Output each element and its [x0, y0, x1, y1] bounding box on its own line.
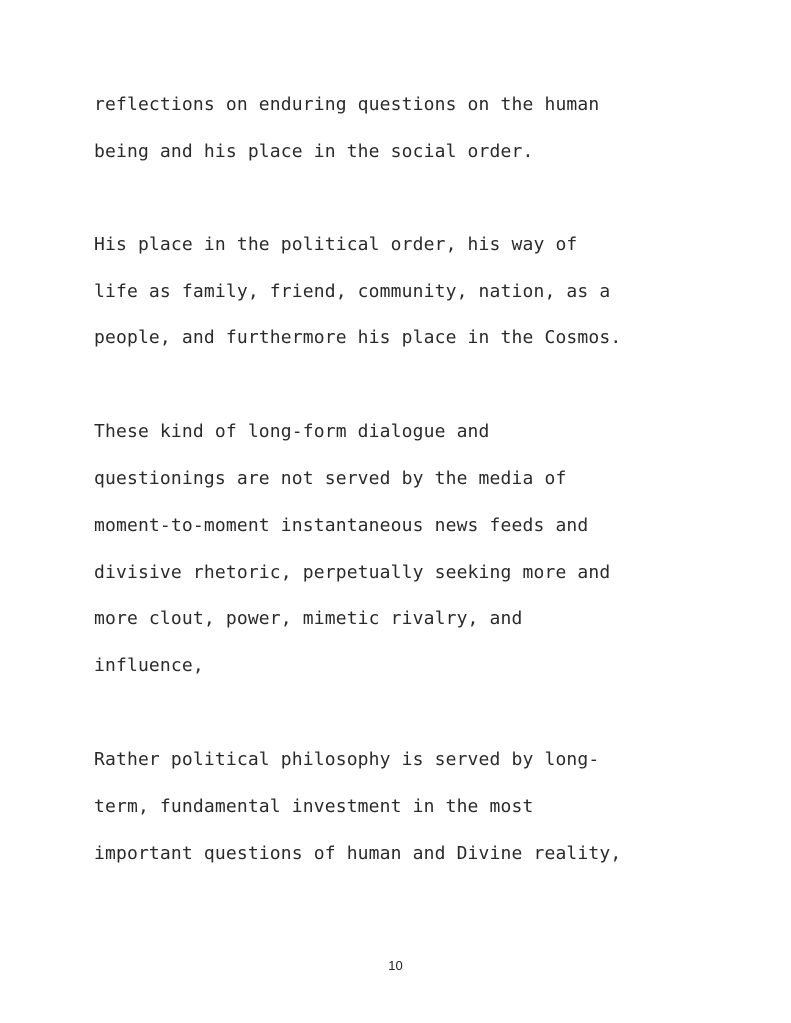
text-line: His place in the political order, his way of [94, 234, 578, 255]
text-line: being and his place in the social order. [94, 141, 534, 162]
text-line: reflections on enduring questions on the human [94, 94, 600, 115]
text-line: term, fundamental investment in the most [94, 796, 534, 817]
text-line: moment-to-moment instantaneous news feeds and [94, 515, 589, 536]
text-line: influence, [94, 655, 204, 676]
text-line: people, and furthermore his place in the Cosmos. [94, 327, 622, 348]
page-number: 10 [388, 958, 403, 973]
text-line: life as family, friend, community, nation, as a [94, 281, 611, 302]
text-line: divisive rhetoric, perpetually seeking more and [94, 562, 611, 583]
text-line: questionings are not served by the media of [94, 468, 567, 489]
text-line: Rather political philosophy is served by long- [94, 749, 600, 770]
text-line: These kind of long-form dialogue and [94, 421, 490, 442]
text-line: more clout, power, mimetic rivalry, and [94, 608, 523, 629]
text-line: important questions of human and Divine reality, [94, 843, 622, 864]
